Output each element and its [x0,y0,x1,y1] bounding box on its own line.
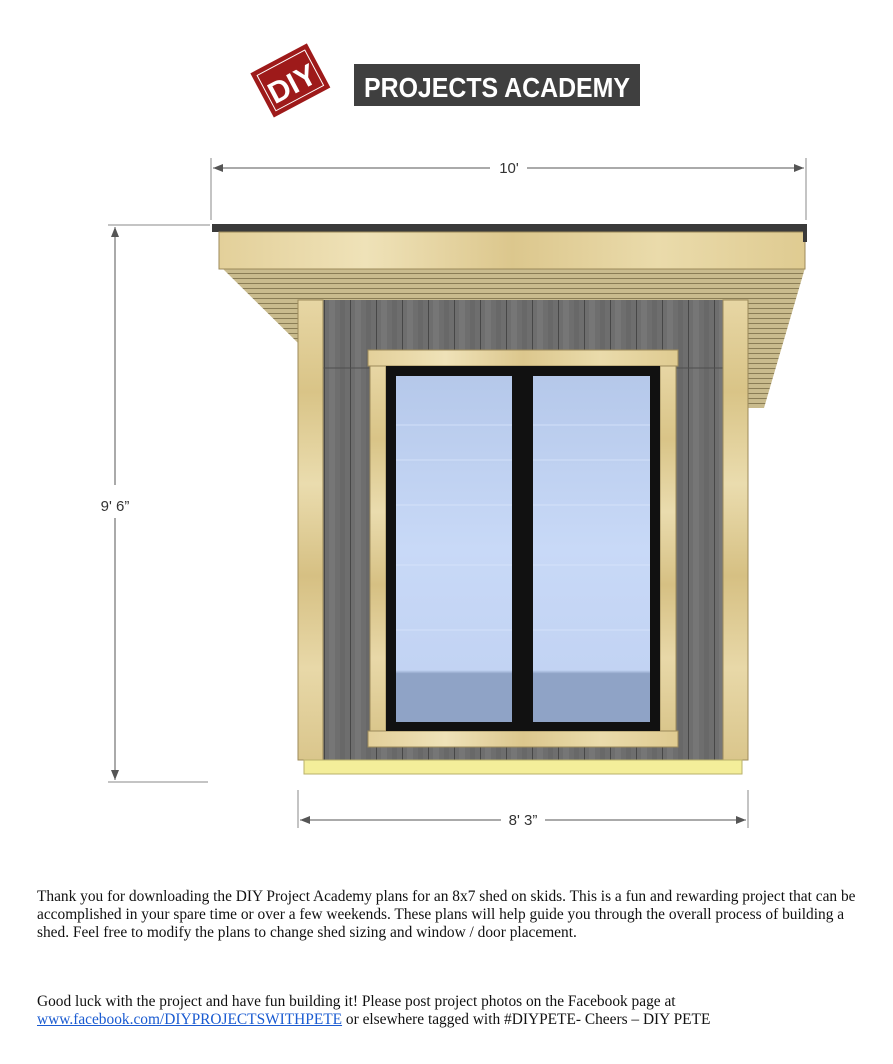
closing-paragraph [37,993,867,1029]
roof-cap [212,224,807,232]
diy-badge [250,43,330,117]
left-glass-pane [396,376,512,722]
height-dimension [101,225,210,782]
base-skid [304,760,742,774]
closing-text-end: or elsewhere tagged with #DIYPETE- Cheers – DIY PETE [342,1011,711,1028]
double-window [386,366,660,731]
right-glass-pane [533,376,650,722]
width-dimension [211,158,806,220]
closing-text-start: Good luck with the project and have fun building it! Please post project photos on the Facebook page at [37,993,676,1010]
width-dimension-label: 10' [499,160,519,177]
diy-badge-text: DIY [262,58,323,111]
diy-projects-academy-logo [248,42,648,132]
left-corner-trim [298,300,323,760]
facebook-link[interactable]: www.facebook.com/DIYPROJECTSWITHPETE [37,1011,343,1028]
base-width-dimension [298,790,748,829]
base-width-dimension-label: 8' 3” [508,812,538,829]
logo-name-text: PROJECTS ACADEMY [364,72,631,103]
shed-front-elevation [0,150,893,840]
height-dimension-label: 9' 6” [100,498,130,515]
roof-fascia [219,232,805,269]
intro-paragraph: Thank you for downloading the DIY Project Academy plans for an 8x7 shed on skids. This is a fun and rewarding project that can be accomplished in your spare time or over a few weekends. These plans will help guide you through the overall process of building a shed. Feel free to modify the plans to change shed sizing and window / door placement. [37,888,856,941]
window-mullion [512,366,533,731]
right-corner-trim [723,300,748,760]
